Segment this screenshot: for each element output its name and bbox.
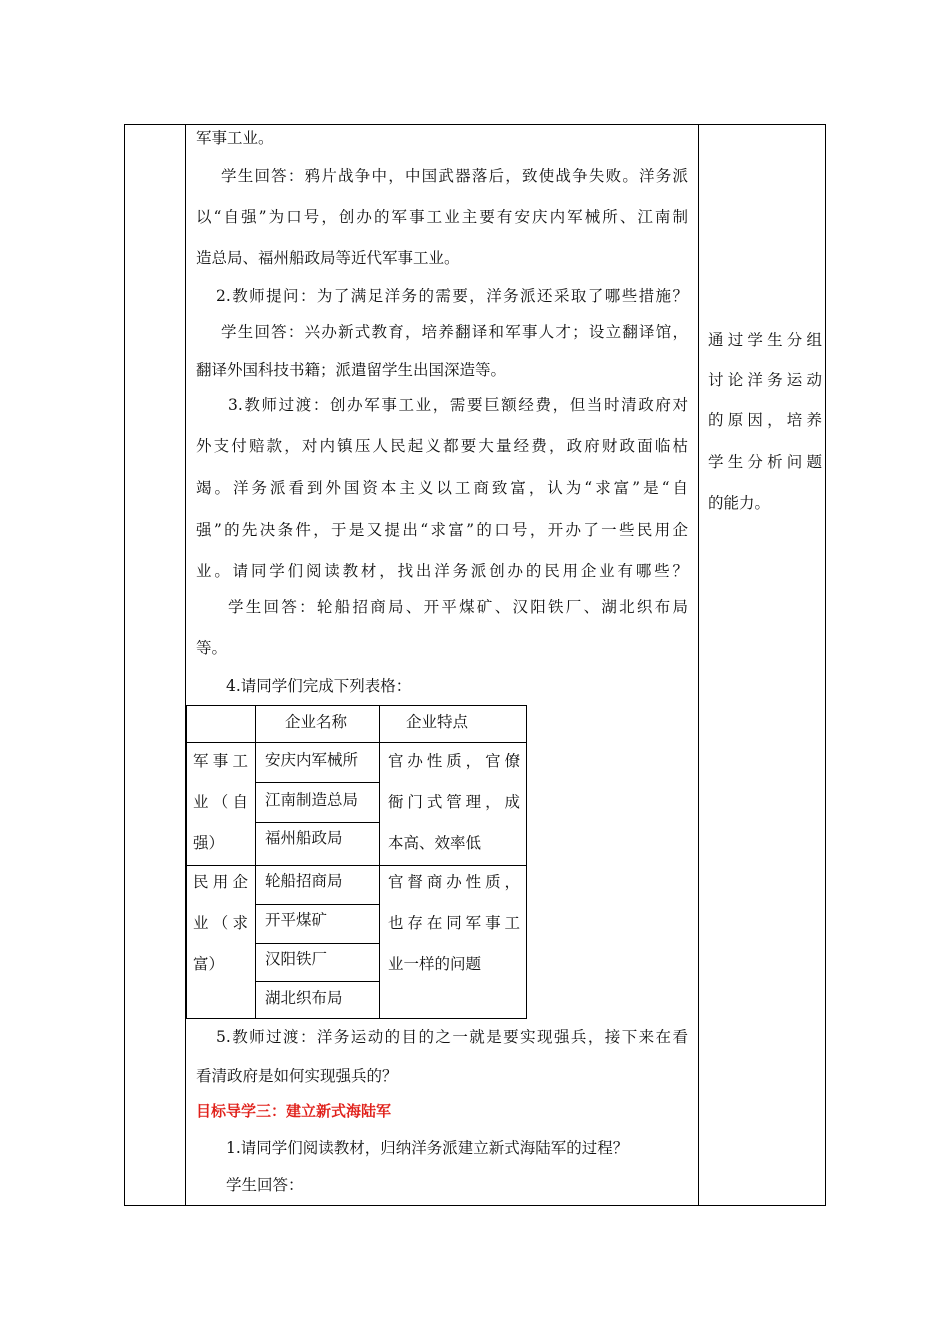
table-row-line	[255, 782, 379, 783]
table-category: 军事工	[193, 752, 248, 770]
side-note-line: 讨论洋务运动	[708, 371, 822, 389]
table-enterprise-name: 轮船招商局	[265, 872, 343, 890]
table-category: 富）	[193, 955, 225, 973]
table-feature: 官督商办性质，	[388, 873, 520, 891]
text-line: 4.请同学们完成下列表格：	[226, 677, 412, 695]
text-line: 学生回答：轮船招商局、开平煤矿、汉阳铁厂、湖北织布局	[228, 598, 688, 616]
table-feature: 本高、效率低	[388, 834, 482, 852]
table-header-name: 企业名称	[285, 713, 348, 731]
table-feature: 官办性质，官僚	[388, 752, 520, 770]
table-col-line	[379, 705, 380, 1019]
table-enterprise-name: 开平煤矿	[265, 911, 328, 929]
side-note-line: 学生分析问题	[708, 453, 822, 471]
table-feature: 业一样的问题	[388, 955, 482, 973]
text-line: 竭。洋务派看到外国资本主义以工商致富，认为“求富”是“自	[196, 479, 688, 497]
side-note-line: 的能力。	[708, 494, 771, 512]
text-line: 看清政府是如何实现强兵的？	[196, 1067, 398, 1085]
text-line: 2.教师提问：为了满足洋务的需要，洋务派还采取了哪些措施？	[216, 287, 688, 305]
section-heading: 目标导学三：建立新式海陆军	[196, 1102, 392, 1120]
table-enterprise-name: 汉阳铁厂	[265, 950, 328, 968]
text-line: 造总局、福州船政局等近代军事工业。	[196, 249, 460, 267]
table-feature: 也存在同军事工	[388, 914, 520, 932]
text-line: 外支付赔款，对内镇压人民起义都要大量经费，政府财政面临枯	[196, 437, 688, 455]
table-col-line	[255, 705, 256, 1019]
side-note-line: 的原因，培养	[708, 411, 822, 429]
table-row-line	[255, 904, 379, 905]
table-row-line	[255, 943, 379, 944]
table-row-line	[255, 981, 379, 982]
table-category: 强）	[193, 834, 225, 852]
text-line: 学生回答：兴办新式教育，培养翻译和军事人才；设立翻译馆，	[221, 323, 688, 341]
text-line: 学生回答：鸦片战争中，中国武器落后，致使战争失败。洋务派	[221, 167, 688, 185]
text-line: 翻译外国科技书籍；派遣留学生出国深造等。	[196, 361, 507, 379]
text-line: 等。	[196, 639, 228, 657]
text-line: 1.请同学们阅读教材，归纳洋务派建立新式海陆军的过程？	[226, 1139, 629, 1157]
table-header-feature: 企业特点	[406, 713, 469, 731]
table-row-line	[186, 742, 527, 743]
table-enterprise-name: 江南制造总局	[265, 791, 359, 809]
column-divider-right	[698, 125, 699, 1205]
table-enterprise-name: 湖北织布局	[265, 989, 343, 1007]
table-category: 业（求	[193, 914, 248, 932]
side-note-line: 通过学生分组	[708, 331, 822, 349]
column-divider-left	[185, 125, 186, 1205]
text-line: 以“自强”为口号，创办的军事工业主要有安庆内军械所、江南制	[196, 208, 688, 226]
text-line: 3.教师过渡：创办军事工业，需要巨额经费，但当时清政府对	[228, 396, 688, 414]
table-category: 业（自	[193, 793, 248, 811]
text-line: 业。请同学们阅读教材，找出洋务派创办的民用企业有哪些？	[196, 562, 688, 580]
table-enterprise-name: 福州船政局	[265, 829, 343, 847]
text-line: 学生回答：	[226, 1176, 304, 1194]
text-line: 5.教师过渡：洋务运动的目的之一就是要实现强兵，接下来在看	[216, 1028, 688, 1046]
table-feature: 衙门式管理，成	[388, 793, 520, 811]
table-row-line	[186, 865, 527, 866]
table-enterprise-name: 安庆内军械所	[265, 751, 359, 769]
table-category: 民用企	[193, 873, 248, 891]
text-line: 军事工业。	[196, 129, 274, 147]
table-row-line	[255, 822, 379, 823]
text-line: 强”的先决条件，于是又提出“求富”的口号，开办了一些民用企	[196, 521, 688, 539]
